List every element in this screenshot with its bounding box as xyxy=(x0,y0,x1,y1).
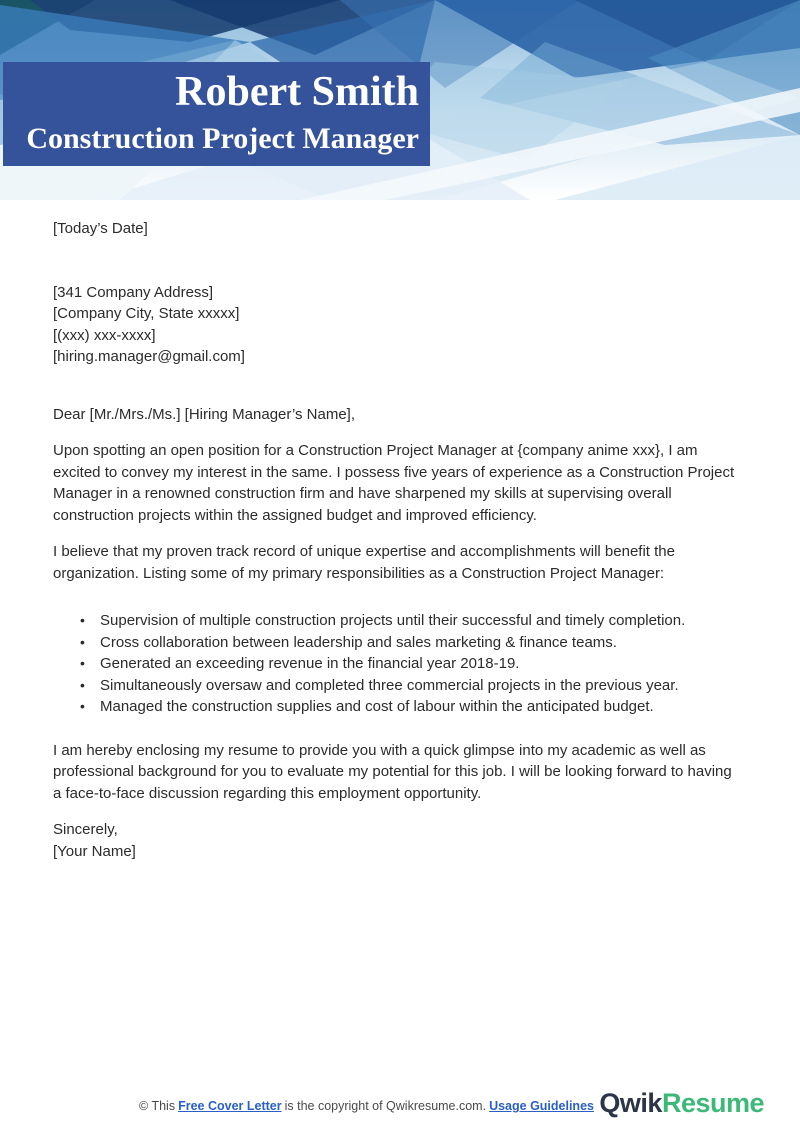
signature-placeholder: [Your Name] xyxy=(53,842,136,860)
list-item: • Supervision of multiple construction projects until their successful and timely completion. xyxy=(100,610,743,632)
address-line: [Company City, State xxxxx] xyxy=(53,305,240,322)
salutation: Dear [Mr./Mrs./Ms.] [Hiring Manager’s Name], xyxy=(53,405,356,423)
copyright-prefix: © This xyxy=(139,1099,176,1113)
list-item: • Simultaneously oversaw and completed three commercial projects in the previous year. xyxy=(100,675,743,697)
responsibilities-list xyxy=(53,610,743,718)
date-placeholder: [Today’s Date] xyxy=(53,220,148,237)
closing-paragraph: I am hereby enclosing my resume to provide you with a quick glimpse into my academic as well as professional background for you to evaluate my potential for this job. I will be looking forward to having a face-to-face discussion regarding this employment opportunity. xyxy=(53,741,732,802)
list-item: • Cross collaboration between leadership and sales marketing & finance teams. xyxy=(100,632,743,654)
page-footer xyxy=(0,1088,800,1124)
intro-paragraph: Upon spotting an open position for a Construction Project Manager at {company anime xxx}, I am excited to convey my interest in the same. I possess five years of experience as a Construction Project Manager in a renowned construction firm and have sharpened my skills at supervising overall construction projects within the assigned budget and improved efficiency. xyxy=(53,442,735,524)
copyright-middle: is the copyright of Qwikresume.com. xyxy=(284,1099,487,1113)
free-cover-letter-link[interactable]: Free Cover Letter xyxy=(178,1099,282,1113)
name-title-box xyxy=(3,62,430,166)
company-address-block xyxy=(53,282,743,368)
lead-in-paragraph: I believe that my proven track record of unique expertise and accomplishments will benefit the organization. Listing some of my primary responsibilities as a Construction Project Manager: xyxy=(53,543,675,582)
candidate-job-title: Construction Project Manager xyxy=(26,122,419,155)
logo-qwik-text: Qwik xyxy=(599,1088,662,1118)
address-line: [341 Company Address] xyxy=(53,283,214,301)
letter-body xyxy=(53,218,743,862)
address-line: [(xxx) xxx-xxxx] xyxy=(53,326,156,344)
copyright-notice xyxy=(139,1099,597,1113)
signoff: Sincerely, xyxy=(53,821,118,838)
logo-resume-text: Resume xyxy=(661,1088,764,1118)
qwikresume-logo[interactable] xyxy=(599,1088,764,1118)
list-item: • Generated an exceeding revenue in the financial year 2018-19. xyxy=(100,653,743,675)
header-banner xyxy=(0,0,800,200)
usage-guidelines-link[interactable]: Usage Guidelines xyxy=(489,1099,594,1113)
signoff-block xyxy=(53,819,743,862)
list-item: • Managed the construction supplies and cost of labour within the anticipated budget. xyxy=(100,696,743,718)
address-line: [hiring.manager@gmail.com] xyxy=(53,348,245,365)
candidate-name: Robert Smith xyxy=(175,69,419,115)
